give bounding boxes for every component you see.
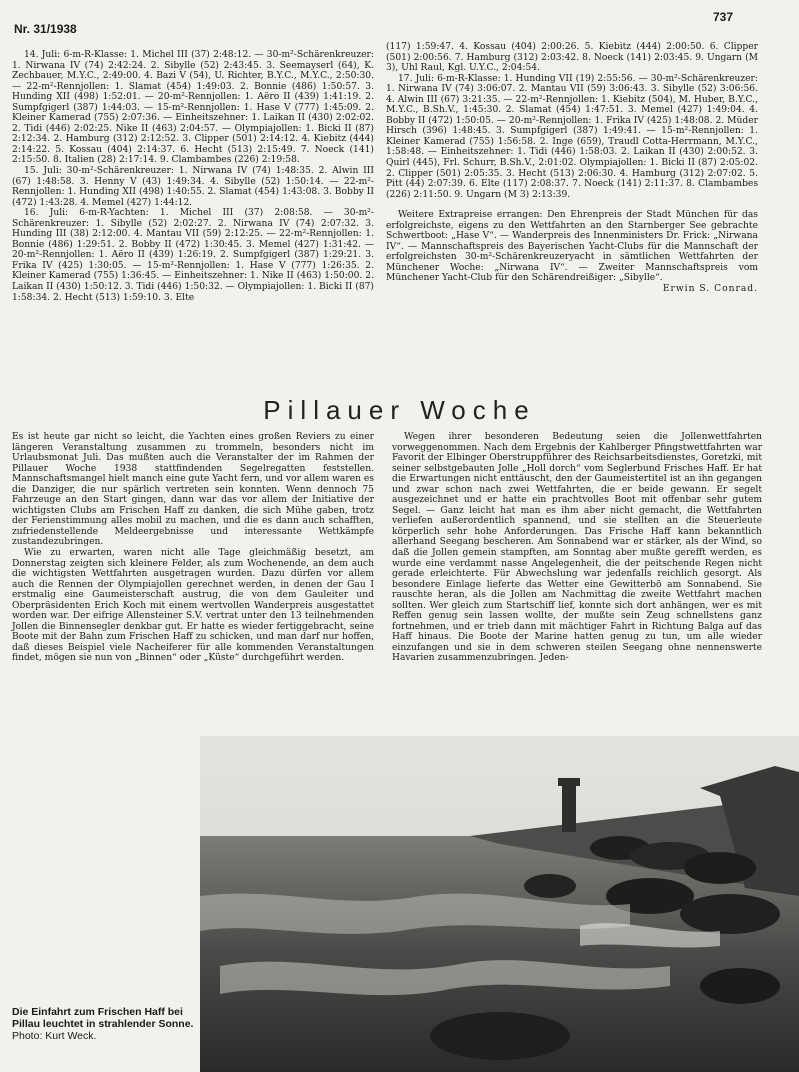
article-column-right [392, 432, 762, 664]
page-header [14, 10, 785, 36]
results-paragraph: 16. Juli: 6-m-R-Yachten: 1. Michel III (37) 2:08:58. — 30-m²-Schärenkreuzer: 1. Sibylle (52) 2:02:27. 2. Nirwana IV (74) 2:07:32. 3. Hunding III (38) 2:12:00. 4. Mantau VII (59) 2:12:25. — 22-m²-Rennjollen: 1. Bonnie (486) 1:29:51. 2. Bobby II (472) 1:30:45. 3. Memel (427) 1:31:42. — 20-m²-Rennjollen: 1. Aëro II (439) 1:26:19. 2. Sumpfgigerl (387) 1:29:21. 3. Frika IV (425) 1:30:05. — 15-m²-Rennjollen: 1. Hase V (777) 1:26:35. 2. Kleiner Kamerad (755) 1:36:45. — Einheitszehner: 1. Nike II (463) 1:50:00. 2. Laikan II (430) 1:50:12. 3. Tidi (446) 1:50:32. — Olympiajollen: 1. Bicki II (87) 1:58:34. 2. Hecht (513) 1:59:10. 3. Elte [12, 208, 374, 303]
harbor-entrance-photo [200, 736, 799, 1072]
results-paragraph: 15. Juli: 30-m²-Schärenkreuzer: 1. Nirwana IV (74) 1:48:35. 2. Alwin III (67) 1:48:58. 3. Henny V (43) 1:49:34. 4. Sibylle (52) 1:50:14. — 22-m²-Rennjollen: 1. Hunding XII (498) 1:40:55. 2. Slamat (454) 1:43:08. 3. Bobby II (472) 1:43:28. 4. Memel (427) 1:44:12. [12, 166, 374, 208]
article-paragraph: Wie zu erwarten, waren nicht alle Tage gleichmäßig besetzt, am Donnerstag zeigten sich kleinere Felder, als zum Wochenende, an dem auch die wichtigsten Wettfahrten ausgetragen wurden. Dazu dürfen vor allem auch die Rennen der Olympiajollen gerechnet werden, in denen der Gau I erstmalig eine Gaumeisterschaft austrug, die von dem Gauleiter und Oberpräsidenten Erich Koch mit einem wertvollen Wanderpreis ausgestattet worden war. Der eifrige Allensteiner S.V. vertrat unter den 13 teilnehmenden Jollen die Binnensegler denkbar gut. Er hatte es wieder fertiggebracht, seine Boote mit der Bahn zum Frischen Haff zu schicken, und man darf nur hoffen, daß dieses Beispiel viele Nacheiferer für alle kommenden Veranstaltungen findet, mögen sie nun von „Binnen“ oder „Küste“ durchgeführt werden. [12, 548, 374, 664]
article-paragraph: Es ist heute gar nicht so leicht, die Yachten eines großen Reviers zu einer längeren Veranstaltung zusammen zu trommeln, besonders nicht im Urlaubsmonat Juli. Das mußten auch die Veranstalter der im Rahmen der Pillauer Woche 1938 stattfindenden Segelregatten feststellen. Mannschaftsmangel hielt manch eine gute Yacht fern, und vor allem waren es die Danziger, die nur spärlich vertreten sein konnten. Wenn dennoch 75 Fahrzeuge an den Start gingen, dann war das vor allem der Initiative der wichtigsten Clubs am Frischen Haff zu danken, die sich Mühe gaben, trotz der Ferienstimmung alles mobil zu machen, und die es dann auch schafften, zufriedenstellende Meldeergebnisse und interessante Wettkämpfe zustandezubringen. [12, 432, 374, 548]
extra-prizes-paragraph: Weitere Extrapreise errangen: Den Ehrenpreis der Stadt München für das erfolgreichste, eigens zu den Wettfahrten an den Starnberger See gebrachte Schwertboot: „Hase V“. — Wanderpreis des Innenministers Dr. Frick: „Nirwana IV“. — Mannschaftspreis des Bayerischen Yacht-Clubs für die Mannschaft der erfolgreichsten 30-m²-Schärenkreuzeryacht in sämtlichen Wettfahrten der Münchener Woche: „Nirwana IV“. — Zweiter Mannschaftspreis vom Münchener Yacht-Club für den Schärendreißiger: „Sibylle“. [386, 210, 758, 284]
caption-text: Die Einfahrt zum Frischen Haff bei Pillau leuchtet in strahlender Sonne. [12, 1006, 194, 1030]
article-paragraph: Wegen ihrer besonderen Bedeutung seien die Jollenwettfahrten vorweggenommen. Nach dem Ergebnis der Kahlberger Pfingstwettfahrten war Favorit der Elbinger Oberstruppführer des Reichsarbeitsdienstes, Goretzki, mit seiner selbstgebauten Jolle „Holl dorch“ vom Seglerbund Frisches Haff. Er hat die Erwartungen nicht enttäuscht, den der Gaumeistertitel ist an ihn gegangen und zwar schon nach zwei Wettfahrten, die er beide gewann. Er segelt ausgezeichnet und er hatte ein prachtvolles Boot mit offenbar sehr gutem Segel. — Ganz leicht hat man es ihm aber nicht gemacht, die Wettfahrten verliefen außerordentlich spannend, und sie stellten an die Steuerleute körperlich sehr hohe Anforderungen. Das Frische Haff kann bekanntlich allerhand Seegang bescheren. Am Sonnabend war er stärker, als der Wind, so daß die Jollen gemein stampften, am Sonntag aber mußte gerefft werden, es wurde eine verdammt nasse Angelegenheit, die der peitschende Regen nicht gerade erleichterte. Für Abwechslung war jedenfalls reichlich gesorgt. Als besondere Einlage lieferte das Wetter eine Gewitterbö am Sonnabend. Sie rauschte heran, als die Jollen am Nachmittag die zweite Wettfahrt machen sollten. Wer gleich zum Startschiff lief, konnte sich dort anhängen, wer es mit Reffen genug sein lassen wollte, der mußte sein Zeug schnellstens ganz fortnehmen, und er trieb dann mit mächtiger Fahrt in Richtung Balga auf das Haff hinaus. Die Boote der Marine hatten genug zu tun, um alle wieder einzufangen und sie in dem schweren steilen Seegang ohne nennenswerte Havarien zusammenzubringen. Jeden- [392, 432, 762, 664]
results-paragraph: (117) 1:59:47. 4. Kossau (404) 2:00:26. 5. Kiebitz (444) 2:00:50. 6. Clipper (501) 2:00:56. 7. Hamburg (312) 2:03:42. 8. Noeck (141) 2:03:45. 9. Ungarn (M 3), Uhl Raul, Kgl. U.Y.C., 2:04:54. [386, 42, 758, 74]
photo-credit: Photo: Kurt Weck. [12, 1030, 97, 1042]
results-paragraph: 17. Juli: 6-m-R-Klasse: 1. Hunding VII (19) 2:55:56. — 30-m²-Schärenkreuzer: 1. Nirwana IV (74) 3:06:07. 2. Mantau VII (59) 3:06:43. 3. Sibylle (52) 3:06:56. 4. Alwin III (67) 3:21:35. — 22-m²-Rennjollen: 1. Kiebitz (504), M. Huber, B.Y.C., M.Y.C., B.Sh.V., 1:45:30. 2. Slamat (454) 1:47:51. 3. Memel (427) 1:49:04. 4. Bobby II (472) 1:50:05. — 20-m²-Rennjollen: 1. Frika IV (425) 1:48:08. 2. Müder Hirsch (396) 1:48:45. 3. Sumpfgigerl (387) 1:49:41. — 15-m²-Rennjollen: 1. Kleiner Kamerad (755) 1:56:58. 2. Inge (659), Traudl Cotta-Herrmann, M.Y.C., 1:58:48. — Einheitszehner: 1. Tidi (446) 1:58:03. 2. Laikan II (430) 2:00:52. 3. Quirl (445), Frl. Schurr, B.Sh.V., 2:01:02. Olympiajollen: 1. Bicki II (87) 2:05:02. 2. Clipper (501) 2:05:35. 3. Hecht (513) 2:06:30. 4. Hamburg (312) 2:07:02. 5. Pitt (44) 2:07:39. 6. Elte (117) 2:08:37. 7. Noeck (141) 2:11:37. 8. Clambambes (226) 2:11:50. 9. Ungarn (M 3) 2:13:39. [386, 73, 758, 200]
results-column-right [386, 42, 758, 295]
results-paragraph: 14. Juli: 6-m-R-Klasse: 1. Michel III (37) 2:48:12. — 30-m²-Schärenkreuzer: 1. Nirwana IV (74) 2:42:24. 2. Sibylle (52) 2:43:45. 3. Seemayserl (64), K. Zechbauer, M.Y.C., 2:49:00. 4. Bazi V (54), U. Richter, B.Y.C., M.Y.C., 2:50:30. — 22-m²-Rennjollen: 1. Slamat (454) 1:49:03. 2. Bonnie (486) 1:50:57. 3. Hunding XII (498) 1:52:01. — 20-m²-Rennjollen: 1. Aëro II (439) 1:41:19. 2. Sumpfgigerl (387) 1:44:03. — 15-m²-Rennjollen: 1. Hase V (777) 1:45:09. 2. Kleiner Kamerad (755) 2:07:36. — Einheitszehner: 1. Laikan II (430) 2:02:02. 2. Tidi (446) 2:02:25. Nike II (463) 2:04:57. — Olympiajollen: 1. Bicki II (87) 2:12:34. 2. Hamburg (312) 2:12:52. 3. Clipper (501) 2:14:12. 4. Kiebitz (444) 2:14:22. 5. Kossau (404) 2:14:37. 6. Hecht (513) 2:15:49. 7. Noeck (141) 2:15:50. 8. Italien (28) 2:17:14. 9. Clambambes (226) 2:19:58. [12, 50, 374, 166]
results-column-left [12, 50, 374, 303]
author-signature: Erwin S. Conrad. [662, 284, 758, 295]
issue-number: Nr. 31/1938 [14, 22, 77, 36]
harbor-photo-illustration [200, 736, 799, 1072]
article-title: Pillauer Woche [263, 395, 536, 425]
article-column-left [12, 432, 374, 664]
page-number: 737 [712, 10, 733, 24]
photo-caption [12, 1006, 196, 1042]
